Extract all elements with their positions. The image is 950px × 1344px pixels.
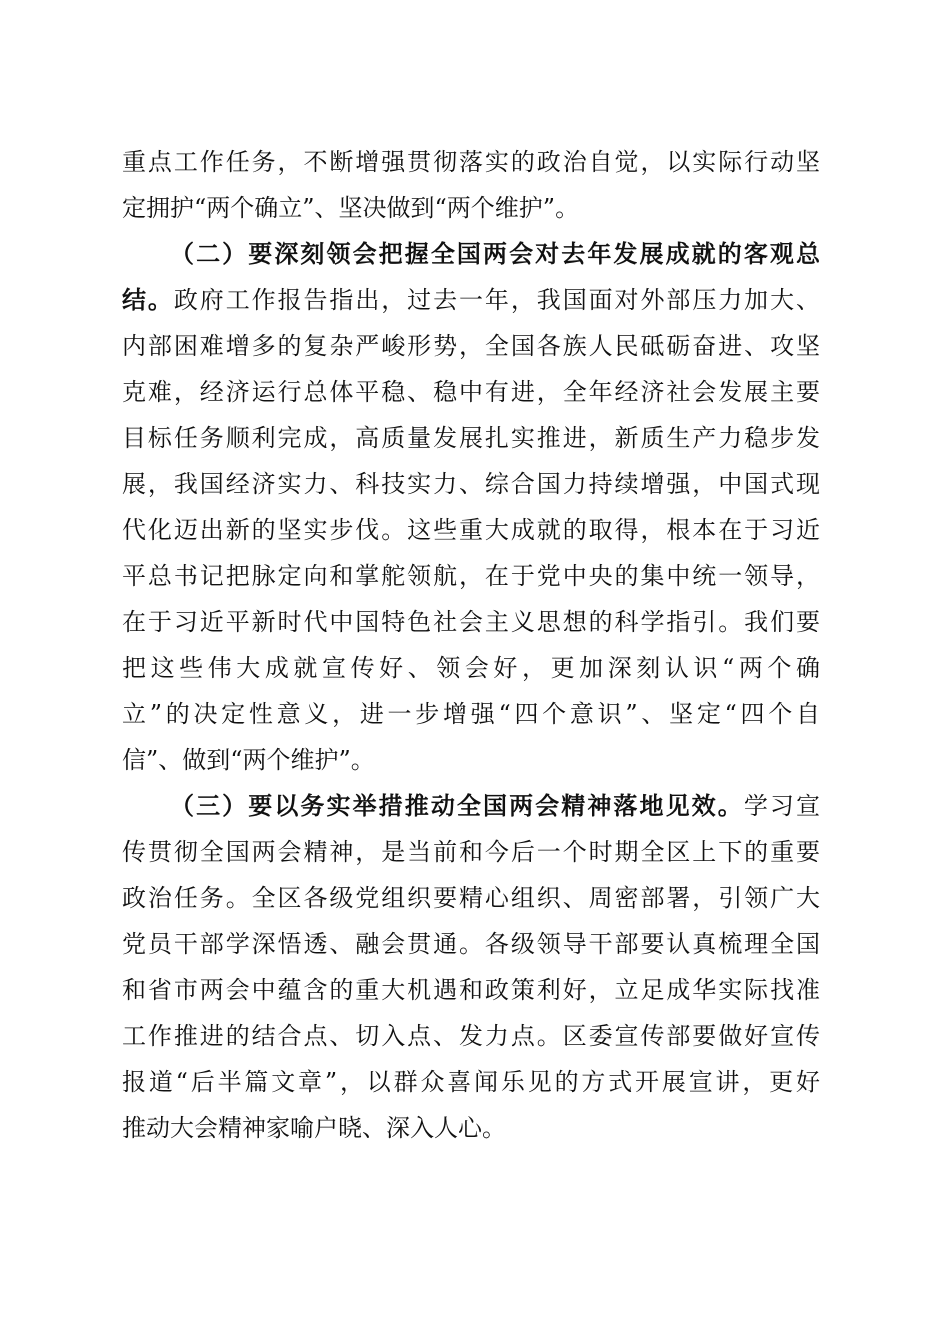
text-line: 平总书记把脉定向和掌舵领航，在于党中央的集中统一领导， <box>122 562 820 590</box>
text-line: 重点工作任务，不断增强贯彻落实的政治自觉，以实际行动坚 <box>122 148 820 176</box>
text-line <box>122 280 820 320</box>
text-line: 推动大会精神家喻户晓、深入人心。 <box>122 1114 506 1142</box>
text-line: 立”的决定性意义，进一步增强“四个意识”、坚定“四个自 <box>122 700 820 728</box>
text-line: 代化迈出新的坚实步伐。这些重大成就的取得，根本在于习近 <box>122 516 820 544</box>
text-line: 工作推进的结合点、切入点、发力点。区委宣传部要做好宣传 <box>122 1022 820 1050</box>
section-heading-2-end: 结。 <box>122 285 174 314</box>
section-heading-2: （二）要深刻领会把握全国两会对去年发展成就的客观总 <box>170 239 820 268</box>
text-line: 展，我国经济实力、科技实力、综合国力持续增强，中国式现 <box>122 470 820 498</box>
text-line: 传贯彻全国两会精神，是当前和今后一个时期全区上下的重要 <box>122 838 820 866</box>
text-line: 把这些伟大成就宣传好、领会好，更加深刻认识“两个确 <box>122 654 820 682</box>
text-line: 报道“后半篇文章”，以群众喜闻乐见的方式开展宣讲，更好 <box>122 1068 820 1096</box>
text-line: 目标任务顺利完成，高质量发展扎实推进，新质生产力稳步发 <box>122 424 820 452</box>
text-line: 克难，经济运行总体平稳、稳中有进，全年经济社会发展主要 <box>122 378 820 406</box>
text-line: 党员干部学深悟透、融会贯通。各级领导干部要认真梳理全国 <box>122 930 820 958</box>
text-line: 在于习近平新时代中国特色社会主义思想的科学指引。我们要 <box>122 608 820 636</box>
text-line: 内部困难增多的复杂严峻形势，全国各族人民砥砺奋进、攻坚 <box>122 332 820 360</box>
text-line: 政治任务。全区各级党组织要精心组织、周密部署，引领广大 <box>122 884 820 912</box>
text-line: 和省市两会中蕴含的重大机遇和政策利好，立足成华实际找准 <box>122 976 820 1004</box>
text-segment: 学习宣 <box>743 792 821 820</box>
text-line: 信”、做到“两个维护”。 <box>122 746 375 774</box>
text-line: 定拥护“两个确立”、坚决做到“两个维护”。 <box>122 194 580 222</box>
section-heading-3: （三）要以务实举措推动全国两会精神落地见效。 <box>170 791 744 820</box>
text-line <box>170 786 820 826</box>
text-segment: 政府工作报告指出，过去一年，我国面对外部压力加大、 <box>173 286 821 314</box>
